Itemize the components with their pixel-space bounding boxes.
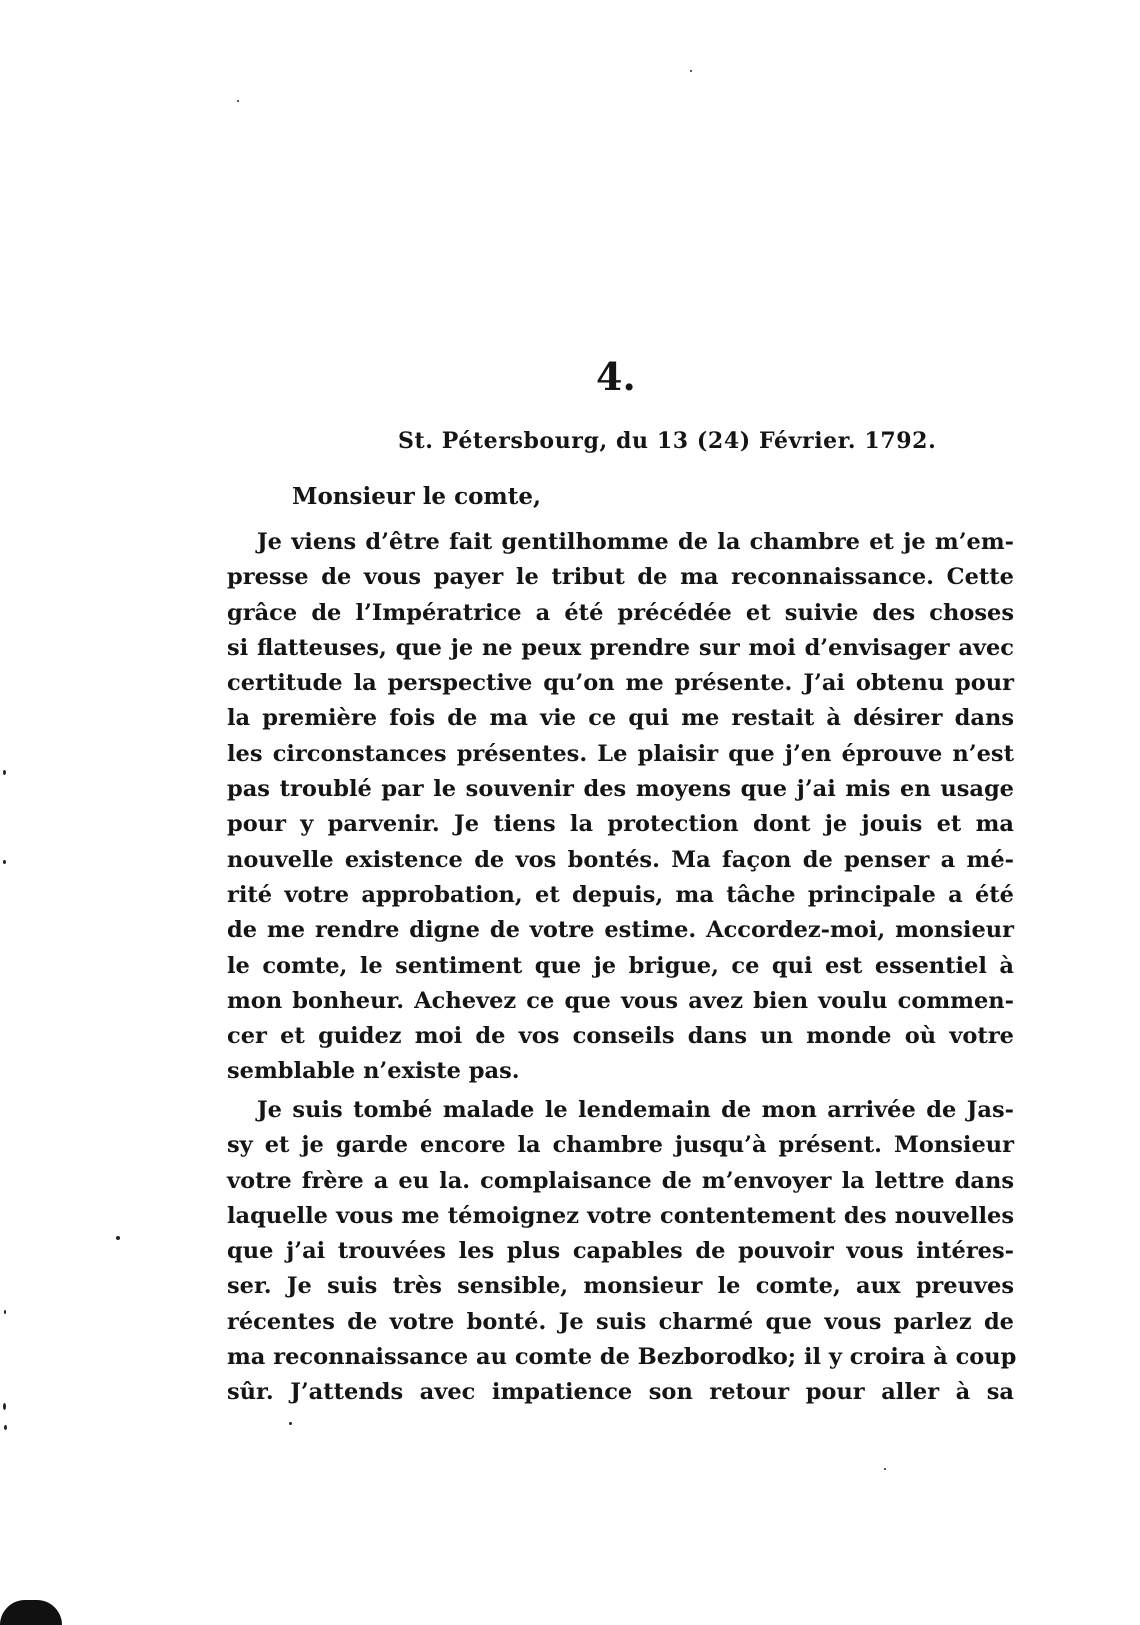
corner-ink-blot [0,1600,62,1625]
scan-speck [3,770,6,775]
scan-speck [3,1403,6,1410]
text-line: cer et guidez moi de vos conseils dans un monde où votre [227,1023,1014,1050]
text-line: rité votre approbation, et depuis, ma tâche principale a été [227,881,1014,908]
scan-speck [690,70,692,72]
text-line: sy et je garde encore la chambre jusqu’à présent. Monsieur [227,1132,1014,1159]
text-line: Je suis tombé malade le lendemain de mon arrivée de Jas- [257,1097,1014,1123]
paragraph-1 [227,525,1014,1090]
text-line: ser. Je suis très sensible, monsieur le comte, aux preuves [227,1273,1014,1300]
text-line: pas troublé par le souvenir des moyens que j’ai mis en usage [227,776,1014,803]
text-line: la première fois de ma vie ce qui me restait à désirer dans [227,705,1014,732]
text-line: sûr. J’attends avec impatience son retour pour aller à sa [227,1379,1014,1406]
text-line: nouvelle existence de vos bontés. Ma façon de penser a mé- [227,846,1014,873]
text-line: grâce de l’Impératrice a été précédée et suivie des choses [227,599,1014,626]
text-line: les circonstances présentes. Le plaisir que j’en éprouve n’est [227,740,1014,767]
text-line: laquelle vous me témoignez votre contentement des nouvelles [227,1202,1014,1229]
text-line: que j’ai trouvées les plus capables de pouvoir vous intéres- [227,1238,1014,1265]
paragraph-2 [227,1093,1017,1411]
scan-speck [116,1236,120,1240]
text-line: de me rendre digne de votre estime. Accordez-moi, monsieur [227,917,1014,944]
text-line: votre frère a eu la. complaisance de m’envoyer la lettre dans [227,1167,1014,1194]
letter-number: 4. [596,354,636,399]
scan-speck [237,100,239,102]
text-line: récentes de votre bonté. Je suis charmé que vous parlez de [227,1308,1014,1335]
text-line: le comte, le sentiment que je brigue, ce qui est essentiel à [227,952,1014,979]
scan-speck [3,860,6,864]
text-line: ma reconnaissance au comte de Bezborodko; il y croira à coup [227,1344,1017,1371]
text-line: Je viens d’être fait gentilhomme de la chambre et je m’em- [257,529,1014,555]
scan-speck [4,1310,6,1314]
dateline: St. Pétersbourg, du 13 (24) Février. 1792. [398,428,937,454]
text-line: certitude la perspective qu’on me présente. J’ai obtenu pour [227,670,1014,697]
text-line: mon bonheur. Achevez ce que vous avez bien voulu commen- [227,987,1014,1014]
scan-speck [289,1422,292,1425]
salutation: Monsieur le comte, [292,483,542,510]
text-line: si flatteuses, que je ne peux prendre sur moi d’envisager avec [227,634,1014,661]
text-line: presse de vous payer le tribut de ma reconnaissance. Cette [227,564,1014,591]
scan-speck [4,1425,7,1430]
text-line: pour y parvenir. Je tiens la protection dont je jouis et ma [227,811,1014,838]
scan-speck [884,1468,886,1470]
text-line: semblable n’existe pas. [227,1058,520,1085]
